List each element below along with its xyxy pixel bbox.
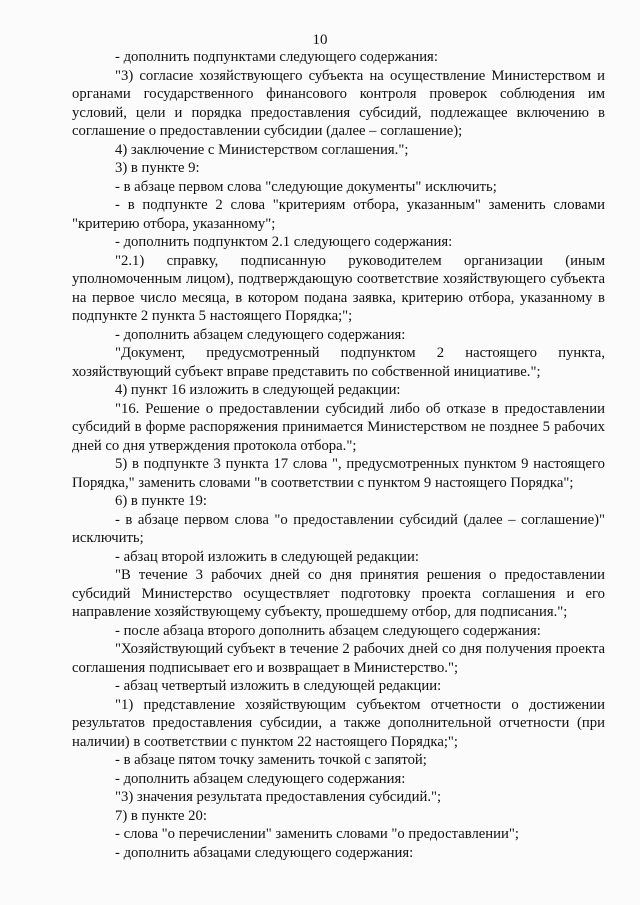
paragraph: - после абзаца второго дополнить абзацем следующего содержания: <box>115 622 541 639</box>
paragraph: - абзац четвертый изложить в следующей редакции: <box>115 678 442 694</box>
paragraph: 4) пункт 16 изложить в следующей редакции: <box>115 382 401 398</box>
paragraph: "Документ, предусмотренный подпунктом 2 настоящего пункта, хозяйствующий субъект вправе представить по собственной инициативе."; <box>72 345 605 380</box>
paragraph: - в абзаце первом слова "о предоставлении субсидий (далее – соглашение)" исключить; <box>72 511 605 546</box>
paragraph: - дополнить подпунктами следующего содержания: <box>115 49 438 65</box>
document-body <box>72 48 605 862</box>
page-number: 10 <box>312 32 328 48</box>
paragraph: - дополнить абзацем следующего содержания: <box>115 770 406 787</box>
paragraph: - в абзаце пятом точку заменить точкой с запятой; <box>115 752 427 768</box>
paragraph: - дополнить абзацем следующего содержания: <box>115 326 406 343</box>
paragraph: - дополнить подпунктом 2.1 следующего содержания: <box>115 234 453 250</box>
paragraph: "3) значения результата предоставления субсидий."; <box>115 789 442 805</box>
paragraph: "В течение 3 рабочих дней со дня принятия решения о предоставлении субсидий Министерство осуществляет подготовку проекта соглашения и его направление хозяйствующему субъекту, прошедшему отбор, для подписания."; <box>72 567 605 620</box>
paragraph: - в абзаце первом слова "следующие документы" исключить; <box>115 178 497 195</box>
paragraph: - в подпункте 2 слова "критериям отбора, указанным" заменить словами "критерию отбора, указанному"; <box>72 197 605 232</box>
paragraph: - дополнить абзацами следующего содержания: <box>115 844 414 861</box>
paragraph: 5) в подпункте 3 пункта 17 слова ", предусмотренных пунктом 9 настоящего Порядка," заменить словами "в соответствии с пунктом 9 настоящего Порядка"; <box>72 456 605 491</box>
paragraph: 7) в пункте 20: <box>115 807 207 824</box>
paragraph: 3) в пункте 9: <box>115 160 200 176</box>
paragraph: 6) в пункте 19: <box>115 493 207 509</box>
paragraph: "1) представление хозяйствующим субъектом отчетности о достижении результатов предоставления субсидии, а также дополнительной отчетности (при наличии) в соответствии с пунктом 22 настоящего Порядка;"; <box>72 696 605 750</box>
paragraph: - абзац второй изложить в следующей редакции: <box>115 548 419 565</box>
paragraph: - слова "о перечислении" заменить словами "о предоставлении"; <box>115 826 519 842</box>
paragraph: 4) заключение с Министерством соглашения."; <box>115 141 409 158</box>
paragraph: "Хозяйствующий субъект в течение 2 рабочих дней со дня получения проекта соглашения подписывает его и возвращает в Министерство."; <box>72 641 605 676</box>
paragraph: "16. Решение о предоставлении субсидий либо об отказе в предоставлении субсидий в форме распоряжения принимается Министерством не позднее 5 рабочих дней со дня утверждения протокола отбора."; <box>72 400 605 454</box>
paragraph: "3) согласие хозяйствующего субъекта на осуществление Министерством и органами государственного финансового контроля проверок соблюдения им условий, цели и порядка предоставления субсидий, подлежащее включению в соглашение о предоставлении субсидии (далее – соглашение); <box>72 67 605 139</box>
paragraph: "2.1) справку, подписанную руководителем организации (иным уполномоченным лицом), подтверждающую соответствие хозяйствующего субъекта на первое число месяца, в котором подана заявка, критерию отбора, указанному в подпункте 2 пункта 5 настоящего Порядка;"; <box>72 252 605 324</box>
